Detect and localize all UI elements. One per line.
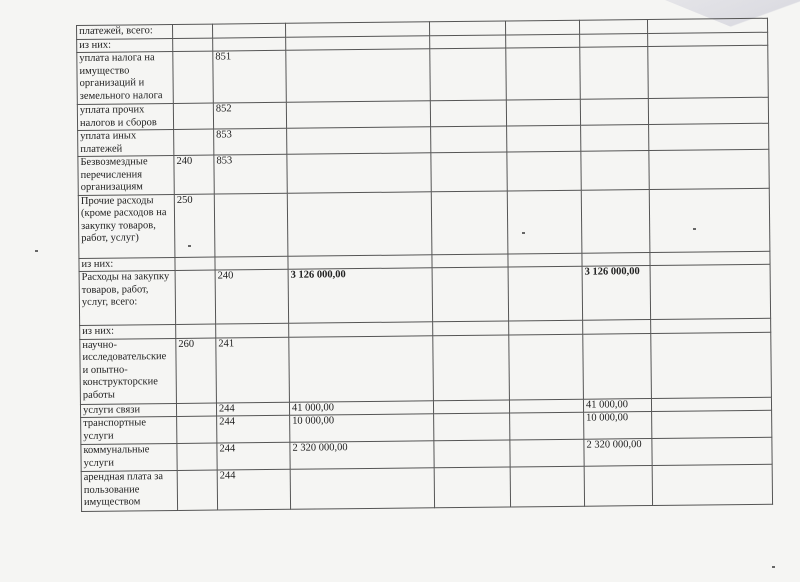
row-code-cell: [177, 470, 217, 510]
row-name-cell: уплата налога на имущество организаций и земельного налога: [77, 51, 174, 104]
scan-speck: [522, 232, 525, 234]
scan-speck: [35, 250, 38, 252]
kosgu-code-cell: 852: [213, 102, 286, 129]
empty-cell: [648, 45, 769, 98]
row-code-cell: [177, 416, 217, 443]
amount-cell: [580, 47, 649, 100]
amount-cell: [286, 49, 431, 103]
empty-cell: [432, 267, 509, 322]
empty-cell: [434, 467, 510, 508]
empty-cell: [430, 100, 506, 127]
kosgu-code-cell: 851: [213, 50, 287, 103]
row-name-cell: коммунальные услуги: [81, 443, 177, 471]
empty-cell: [651, 332, 772, 398]
amount-cell: 41 000,00: [583, 398, 651, 412]
row-name-cell: Безвозмездные перечисления организациям: [78, 155, 174, 195]
row-code-cell: [175, 257, 215, 271]
kosgu-code-cell: [216, 323, 289, 337]
row-name-cell: научно-исследовательские и опытно-конструкторские работы: [80, 338, 177, 404]
kosgu-code-cell: 853: [214, 128, 287, 155]
amount-cell: [583, 333, 652, 399]
empty-cell: [509, 320, 583, 334]
empty-cell: [652, 437, 772, 465]
row-code-cell: [177, 443, 217, 470]
amount-cell: 2 320 000,00: [584, 438, 652, 466]
row-name-cell: уплата прочих налогов и сборов: [77, 103, 173, 130]
row-code-cell: 260: [176, 338, 217, 403]
empty-cell: [652, 464, 772, 505]
amount-cell: [287, 191, 432, 256]
amount-cell: [287, 153, 431, 193]
empty-cell: [509, 399, 583, 413]
amount-cell: [583, 319, 651, 333]
kosgu-code-cell: [215, 256, 288, 270]
empty-cell: [648, 32, 768, 47]
empty-cell: [506, 34, 580, 48]
row-code-cell: [176, 403, 216, 417]
kosgu-code-cell: 244: [217, 415, 290, 443]
empty-cell: [507, 125, 581, 152]
empty-cell: [429, 21, 505, 35]
empty-cell: [647, 18, 767, 33]
row-name-cell: транспортные услуги: [81, 416, 177, 444]
empty-cell: [505, 20, 579, 34]
row-name-cell: арендная плата за пользование имуществом: [81, 470, 177, 511]
scan-speck: [693, 228, 696, 230]
table-row: [78, 188, 770, 258]
amount-cell: [579, 20, 647, 34]
row-code-cell: [172, 24, 212, 38]
empty-cell: [506, 47, 581, 100]
row-code-cell: 250: [174, 194, 215, 257]
row-name-cell: Прочие расходы (кроме расходов на закупку товаров, работ, услуг): [78, 194, 175, 258]
empty-cell: [507, 151, 581, 190]
empty-cell: [432, 253, 508, 267]
empty-cell: [434, 440, 510, 468]
row-code-cell: [173, 38, 213, 52]
empty-cell: [507, 190, 582, 254]
kosgu-code-cell: [213, 37, 286, 51]
amount-cell: [580, 33, 648, 47]
empty-cell: [650, 264, 771, 319]
row-name-cell: уплата иных платежей: [78, 129, 174, 156]
table-row: [77, 45, 769, 104]
row-name-cell: из них:: [79, 257, 175, 272]
empty-cell: [431, 126, 507, 153]
empty-cell: [651, 397, 771, 412]
empty-cell: [649, 123, 769, 150]
amount-cell: [581, 151, 649, 190]
amount-cell: 10 000,00: [584, 411, 652, 439]
amount-cell: 41 000,00: [289, 400, 433, 415]
empty-cell: [649, 188, 770, 252]
empty-cell: [510, 466, 584, 507]
row-code-cell: [174, 129, 214, 155]
amount-cell: [289, 335, 434, 402]
kosgu-code-cell: 240: [215, 269, 289, 324]
empty-cell: [431, 190, 508, 254]
amount-cell: 10 000,00: [290, 414, 434, 443]
scan-speck: [772, 566, 775, 568]
financial-plan-table: [76, 18, 773, 512]
empty-cell: [508, 266, 583, 321]
empty-cell: [430, 35, 506, 49]
empty-cell: [434, 413, 510, 441]
table-row: [79, 264, 771, 325]
amount-cell: 2 320 000,00: [290, 441, 434, 470]
row-code-cell: 240: [174, 155, 214, 194]
row-name-cell: Расходы на закупку товаров, работ, услуг, всего:: [79, 270, 176, 325]
row-name-cell: из них:: [80, 324, 176, 339]
amount-cell: [584, 465, 652, 506]
row-name-cell: из них:: [77, 38, 173, 53]
empty-cell: [509, 334, 584, 400]
table-row: [80, 332, 772, 404]
amount-cell: [580, 99, 648, 126]
row-name-cell: услуги связи: [80, 403, 176, 418]
row-code-cell: [173, 51, 214, 103]
empty-cell: [433, 334, 510, 400]
amount-cell: [287, 127, 431, 155]
kosgu-code-cell: 244: [217, 469, 290, 510]
empty-cell: [649, 149, 769, 189]
table-row: [81, 464, 772, 511]
amount-cell: [581, 125, 649, 152]
amount-cell: 3 126 000,00: [582, 266, 651, 321]
empty-cell: [430, 48, 507, 101]
amount-cell: [581, 189, 650, 253]
empty-cell: [648, 97, 768, 124]
row-code-cell: [173, 103, 213, 129]
amount-cell: 3 126 000,00: [288, 268, 433, 324]
empty-cell: [510, 412, 584, 440]
kosgu-code-cell: [214, 193, 288, 257]
row-code-cell: [176, 324, 216, 338]
empty-cell: [510, 439, 584, 467]
row-code-cell: [175, 270, 216, 324]
amount-cell: [290, 468, 434, 510]
kosgu-code-cell: [212, 23, 285, 37]
empty-cell: [431, 152, 507, 191]
row-name-cell: платежей, всего:: [77, 24, 173, 39]
kosgu-code-cell: 853: [214, 154, 287, 193]
kosgu-code-cell: 241: [216, 337, 290, 403]
empty-cell: [650, 251, 770, 266]
empty-cell: [433, 399, 509, 413]
scan-speck: [188, 245, 191, 247]
empty-cell: [508, 253, 582, 267]
empty-cell: [651, 318, 771, 333]
kosgu-code-cell: 244: [217, 442, 290, 470]
empty-cell: [506, 99, 580, 126]
kosgu-code-cell: 244: [216, 402, 289, 416]
amount-cell: [582, 252, 650, 266]
empty-cell: [433, 321, 509, 335]
empty-cell: [652, 410, 772, 438]
amount-cell: [286, 101, 430, 129]
